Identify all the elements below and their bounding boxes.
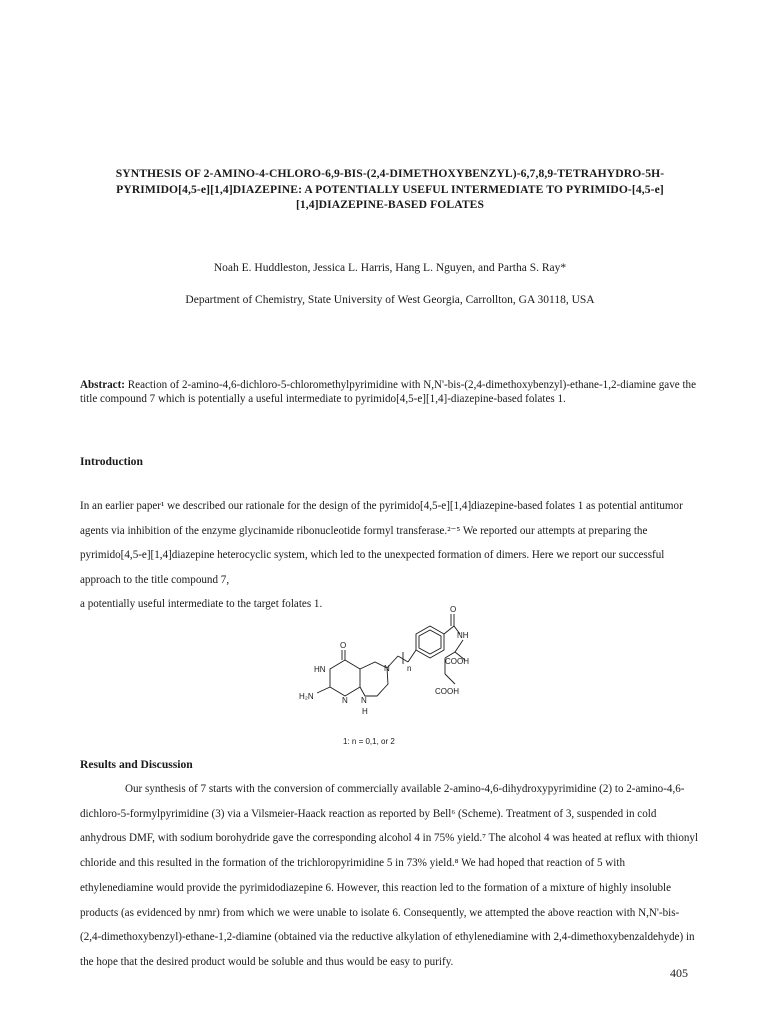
hn-label: HN — [314, 665, 326, 674]
affiliation: Department of Chemistry, State University of West Georgia, Carrollton, GA 30118, USA — [185, 294, 595, 306]
introduction-paragraph-end: a potentially useful intermediate to the target folates 1. — [80, 598, 323, 611]
h2n-label: H₂N — [299, 692, 314, 701]
introduction-text — [80, 494, 700, 617]
carbonyl-o-label: O — [450, 605, 457, 614]
author-list: Noah E. Huddleston, Jessica L. Harris, Hang L. Nguyen, and Partha S. Ray* — [213, 262, 567, 274]
amide-nh-label: NH — [457, 631, 469, 640]
n-link-label: N — [384, 664, 390, 673]
results-paragraph: Our synthesis of 7 starts with the conversion of commercially available 2-amino-4,6-dihydroxypyrimidine (2) to 2-amino-4,6-dichloro-5-formylpyrimidine (3) via a Vilsmeier-Haack reaction as reported by Bell⁶ (Scheme). Treatment of 3, suspended in cold anhydrous DMF, with sodium borohydride gave the corresponding alcohol 4 in 75% yield.⁷ The alcohol 4 was heated at reflux with thionyl chloride and this resulted in the formation of the trichloropyrimidine 5 in 73% yield.⁸ We had hoped that reaction of 5 with ethylenediamine would provide the pyrimidodiazepine 6. However, this reaction led to the formation of a mixture of highly insoluble products (as evidenced by nmr) from which we were unable to isolate 6. Consequently, we attempted the above reaction with N,N'-bis-(2,4-dimethoxybenzyl)-ethane-1,2-diamine (obtained via the reductive alkylation of ethylenediamine with 2,4-dimethoxybenzaldehyde) in the hope that the desired product would be soluble and thus would be easy to purify. — [80, 783, 699, 968]
introduction-heading: Introduction — [80, 455, 143, 468]
results-heading: Results and Discussion — [80, 758, 193, 771]
structure-drawing — [295, 604, 475, 730]
page-number: 405 — [670, 966, 688, 980]
chemical-structure — [295, 604, 475, 730]
abstract — [80, 379, 696, 406]
benzene-ring — [416, 626, 444, 658]
ring-n-label: N — [342, 696, 348, 705]
pyrimidine-ring — [330, 660, 360, 696]
cooh-label-2: COOH — [435, 687, 459, 696]
results-text — [80, 777, 700, 975]
introduction-paragraph: In an earlier paper¹ we described our rationale for the design of the pyrimido[4,5-e][1,4]diazepine-based folates 1 as potential antitumor agents via inhibition of the enzyme glycinamide ribonucleotide formyl transferase.²⁻⁵ We reported our attempts at preparing the pyrimido[4,5-e][1,4]diazepine heterocyclic system, which led to the unexpected formation of dimers. Here we report our successful approach to the title compound 7, — [80, 500, 683, 586]
abstract-label: Abstract: — [80, 379, 125, 391]
cooh-label-1: COOH — [445, 657, 469, 666]
abstract-text: Reaction of 2-amino-4,6-dichloro-5-chloromethylpyrimidine with N,N'-bis-(2,4-dimethoxybenzyl)-ethane-1,2-diamine gave the title compound 7 which is potentially a useful intermediate to pyrimido[4,5-e][1,4]-diazepine-based folates 1. — [80, 379, 696, 405]
n-lower-label: N — [361, 696, 367, 705]
n-subscript-label: n — [407, 664, 412, 673]
ring-o-label: O — [340, 641, 347, 650]
paper-title: SYNTHESIS OF 2-AMINO-4-CHLORO-6,9-BIS-(2,4-DIMETHOXYBENZYL)-6,7,8,9-TETRAHYDRO-5H-PYRIMIDO[4,5-e][1,4]DIAZEPINE: A POTENTIALLY USEFUL INTERMEDIATE TO PYRIMIDO-[4,5-e][1,4]DIAZEPINE-BASED FOLATES — [115, 167, 665, 211]
structure-caption: 1: n = 0,1, or 2 — [343, 737, 395, 746]
h-label: H — [362, 707, 368, 716]
